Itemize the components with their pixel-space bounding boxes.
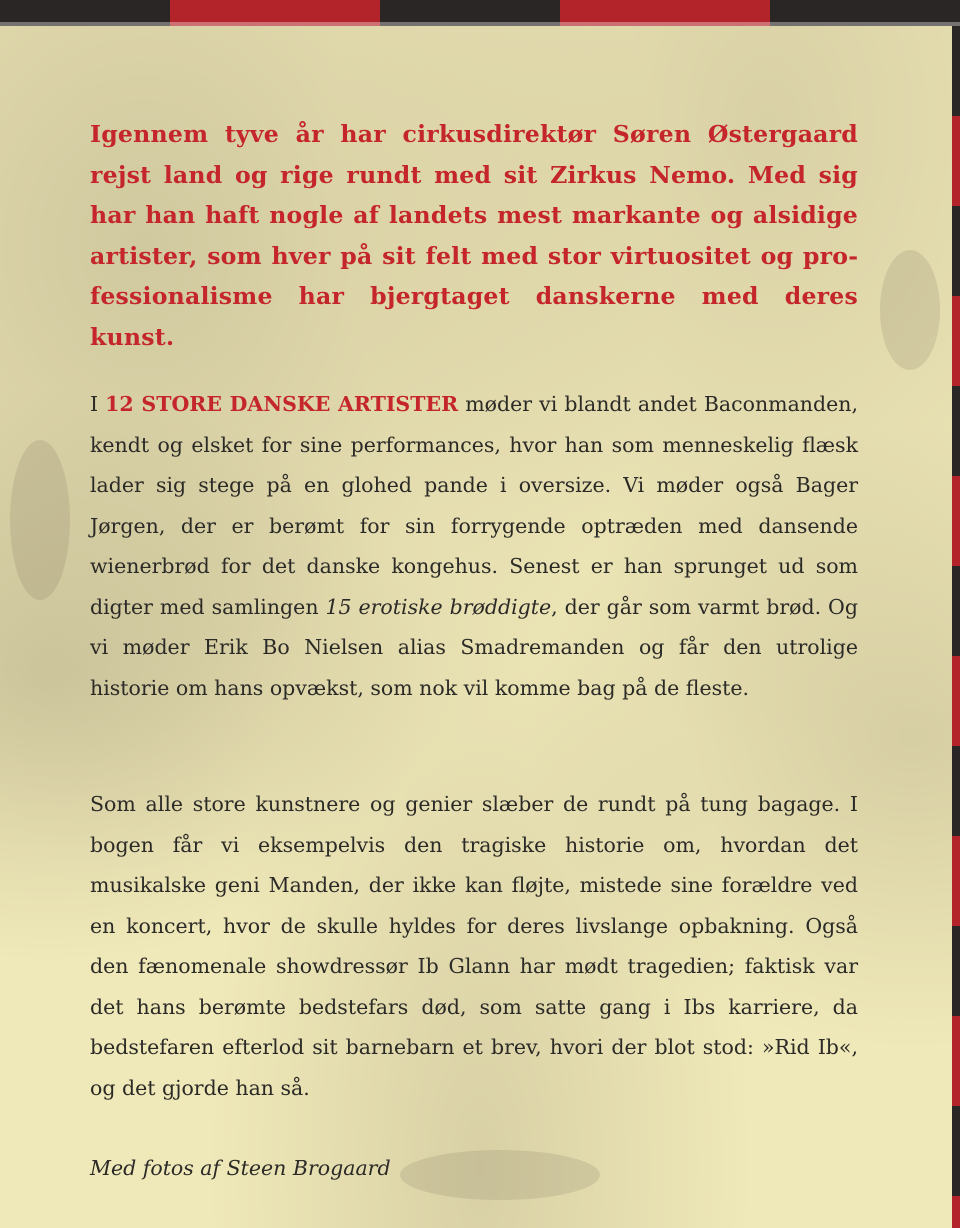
paragraph-1-text-b: , der går som varmt brød. Og vi møder Erik Bo Nielsen alias Smadremanden og får den utrolige historie om hans opvækst, som nok vil komme bag på de fleste. — [90, 594, 858, 700]
top-striped-band — [0, 0, 960, 26]
intro-paragraph — [90, 114, 858, 358]
intro-text: Igennem tyve år har cirkusdirektør Søren Østergaard rejst land og rige rundt med sit Zirkus Nemo. Med sig har han haft nogle af landets mest markante og alsidige artister, som hver på sit felt med stor virtuositet og professionalisme har bjergtaget danskerne med deres kunst. — [90, 120, 858, 351]
description-paragraph-2 — [90, 784, 858, 1108]
paragraph-1-text-a: møder vi blandt andet Baconmanden, kendt og elsket for sine performances, hvor han som menneskelig flæsk lader sig stege på en glohed pande i oversize. Vi møder også Bager Jørgen, der er berømt for sin forrygende optræden med dansende wienerbrød for det danske kongehus. Senest er han sprunget ud som digter med samlingen — [90, 392, 858, 619]
description-paragraph-1 — [90, 384, 858, 708]
photo-credit: Med fotos af Steen Brogaard — [90, 1156, 391, 1180]
paper-stain — [10, 440, 70, 600]
poetry-collection-title: 15 erotiske brøddigte — [325, 594, 552, 619]
right-striped-edge — [952, 26, 960, 1228]
book-title-highlight: 12 STORE DANSKE ARTISTER — [105, 392, 459, 416]
paragraph-2-text: Som alle store kunstnere og genier slæber de rundt på tung bagage. I bogen får vi eksempelvis den tragiske historie om, hvordan det musikalske geni Manden, der ikke kan fløjte, mistede sine forældre ved en koncert, hvor de skulle hyldes for deres livslange opbakning. Også den fænomenale showdressør Ib Glann har mødt tragedien; faktisk var det hans berømte bedstefars død, som satte gang i Ibs karriere, da bedstefaren efterlod sit barnebarn et brev, hvori der blot stod: »Rid Ib«, og det gjorde han så. — [90, 792, 858, 1100]
paper-stain — [880, 250, 940, 370]
paper-stain — [400, 1150, 600, 1200]
paragraph-1-lead: I — [90, 392, 106, 416]
